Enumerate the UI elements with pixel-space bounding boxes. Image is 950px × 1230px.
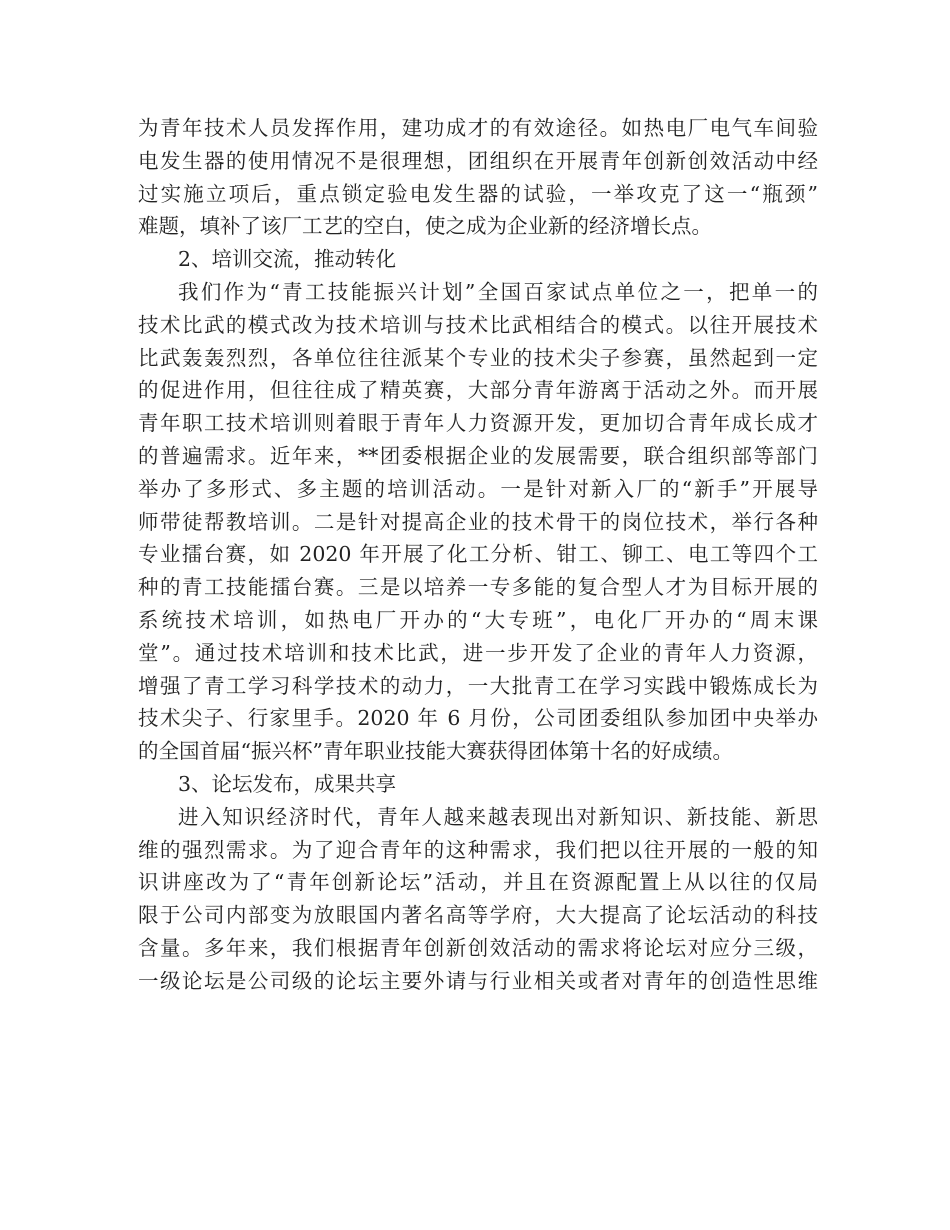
paragraph-line: 为青年技术人员发挥作用，建功成才的有效途径。如热电厂电气车间验: [138, 116, 818, 140]
paragraph-line: 青年职工技术培训则着眼于青年人力资源开发，更加切合青年成长成才: [138, 411, 818, 436]
paragraph-line: 举办了多形式、多主题的培训活动。一是针对新入厂的“新手”开展导: [138, 476, 818, 501]
document-page: [138, 112, 818, 998]
paragraph-line: 比武轰轰烈烈，各单位往往派某个专业的技术尖子参赛，虽然起到一定: [138, 345, 818, 370]
paragraph-line: 师带徒帮教培训。二是针对提高企业的技术骨干的岗位技术，举行各种: [138, 509, 818, 534]
paragraph-line: 一级论坛是公司级的论坛主要外请与行业相关或者对青年的创造性思维: [138, 968, 818, 993]
section-heading: 3、论坛发布，成果共享: [178, 771, 397, 796]
section-heading: 2、培训交流，推动转化: [178, 247, 397, 272]
paragraph-line: 技术比武的模式改为技术培训与技术比武相结合的模式。以往开展技术: [138, 312, 818, 337]
paragraph-line: 增强了青工学习科学技术的动力，一大批青工在学习实践中锻炼成长为: [138, 673, 818, 698]
paragraph-line: 难题，填补了该厂工艺的空白，使之成为企业新的经济增长点。: [138, 214, 712, 239]
paragraph-line: 电发生器的使用情况不是很理想，团组织在开展青年创新创效活动中经: [138, 148, 818, 173]
paragraph-line: 系统技术培训，如热电厂开办的“大专班”，电化厂开办的“周末课: [138, 607, 818, 632]
paragraph-line: 过实施立项后，重点锁定验电发生器的试验，一举攻克了这一“瓶颈”: [138, 181, 818, 206]
paragraph-line: 限于公司内部变为放眼国内著名高等学府，大大提高了论坛活动的科技: [138, 903, 818, 928]
paragraph-line: 我们作为“青工技能振兴计划”全国百家试点单位之一，把单一的: [178, 279, 818, 304]
paragraph-line: 进入知识经济时代，青年人越来越表现出对新知识、新技能、新思: [178, 804, 818, 829]
paragraph-line: 堂”。通过技术培训和技术比武，进一步开发了企业的青年人力资源，: [138, 640, 818, 665]
paragraph-line: 技术尖子、行家里手。2020 年 6 月份，公司团委组队参加团中央举办: [138, 706, 818, 731]
paragraph-line: 专业擂台赛，如 2020 年开展了化工分析、钳工、铆工、电工等四个工: [138, 542, 818, 567]
paragraph-line: 维的强烈需求。为了迎合青年的这种需求，我们把以往开展的一般的知: [138, 837, 818, 862]
paragraph-line: 的促进作用，但往往成了精英赛，大部分青年游离于活动之外。而开展: [138, 378, 818, 403]
paragraph-line: 的全国首届“振兴杯”青年职业技能大赛获得团体第十名的好成绩。: [138, 739, 733, 764]
paragraph-line: 的普遍需求。近年来，**团委根据企业的发展需要，联合组织部等部门: [138, 443, 818, 468]
paragraph-line: 含量。多年来，我们根据青年创新创效活动的需求将论坛对应分三级，: [138, 935, 818, 960]
paragraph-line: 识讲座改为了“青年创新论坛”活动，并且在资源配置上从以往的仅局: [138, 870, 818, 895]
paragraph-line: 种的青工技能擂台赛。三是以培养一专多能的复合型人才为目标开展的: [138, 575, 818, 600]
